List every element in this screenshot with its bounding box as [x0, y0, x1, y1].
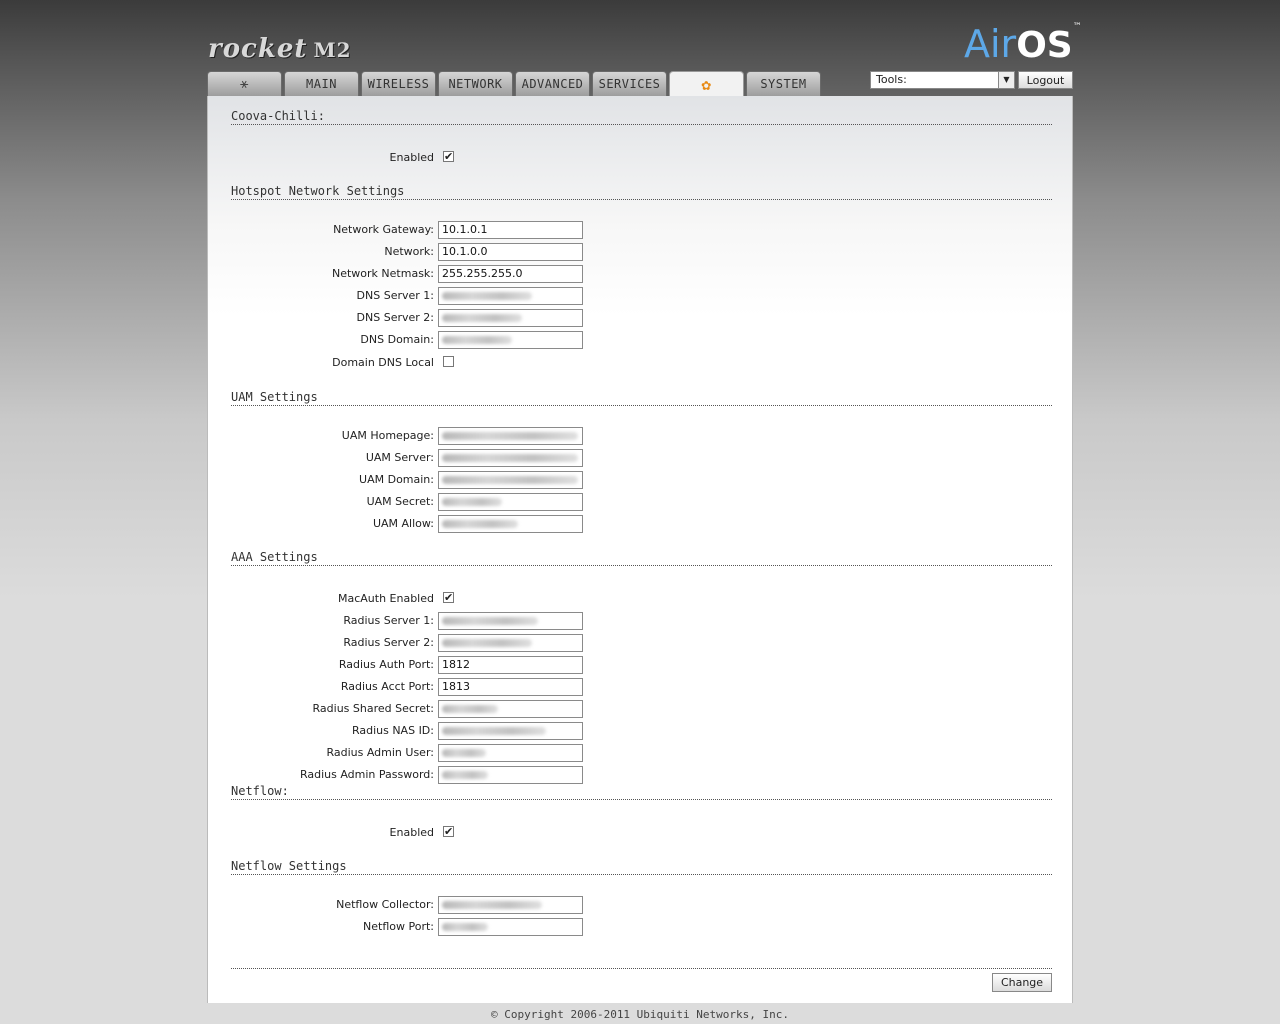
- uam-secret-input[interactable]: [438, 493, 583, 511]
- radius-admin-user-row: Radius Admin User:: [208, 744, 1074, 762]
- copyright-footer: © Copyright 2006-2011 Ubiquiti Networks, Inc.: [490, 1008, 789, 1021]
- tab-system[interactable]: SYSTEM: [746, 71, 821, 96]
- chevron-down-icon[interactable]: ▼: [998, 72, 1014, 88]
- main-tabs: [207, 71, 823, 96]
- uam-homepage-input[interactable]: [438, 427, 583, 445]
- radius-admin-password-row: Radius Admin Password:: [208, 766, 1074, 784]
- dns2-row: DNS Server 2:: [208, 309, 1074, 327]
- section-netflow: Netflow:: [231, 784, 1052, 800]
- radius-auth-port-row: Radius Auth Port: 1812: [208, 656, 1074, 674]
- uam-homepage-row: UAM Homepage:: [208, 427, 1074, 445]
- domain-dns-local-row: Domain DNS Local: [208, 354, 1074, 372]
- ubiquiti-logo-icon: ⚹: [240, 76, 249, 92]
- dns-domain-input[interactable]: [438, 331, 583, 349]
- network-gateway-input[interactable]: 10.1.0.1: [438, 221, 583, 239]
- tools-select[interactable]: Tools: ▼: [870, 71, 1015, 89]
- dns1-row: DNS Server 1:: [208, 287, 1074, 305]
- tab-wireless[interactable]: WIRELESS: [361, 71, 436, 96]
- coova-enabled-checkbox[interactable]: ✔: [444, 150, 454, 163]
- hotspot-flower-icon: ✿: [701, 75, 712, 94]
- radius-admin-password-input[interactable]: [438, 766, 583, 784]
- macauth-enabled-checkbox[interactable]: ✔: [444, 591, 454, 604]
- netflow-collector-row: Netflow Collector:: [208, 896, 1074, 914]
- logout-button[interactable]: Logout: [1018, 71, 1073, 89]
- uam-domain-input[interactable]: [438, 471, 583, 489]
- network-input[interactable]: 10.1.0.0: [438, 243, 583, 261]
- uam-secret-row: UAM Secret:: [208, 493, 1074, 511]
- network-row: Network: 10.1.0.0: [208, 243, 1074, 261]
- uam-server-input[interactable]: [438, 449, 583, 467]
- netmask-row: Network Netmask: 255.255.255.0: [208, 265, 1074, 283]
- change-button[interactable]: Change: [992, 973, 1052, 992]
- tab-main[interactable]: MAIN: [284, 71, 359, 96]
- netflow-enabled-row: Enabled ✔: [389, 825, 454, 839]
- uam-allow-row: UAM Allow:: [208, 515, 1074, 533]
- radius-acct-port-input[interactable]: 1813: [438, 678, 583, 696]
- netflow-port-row: Netflow Port:: [208, 918, 1074, 936]
- airos-logo: AirOS™: [964, 22, 1082, 66]
- coova-enabled-row: Enabled ✔: [389, 150, 454, 164]
- radius-auth-port-input[interactable]: 1812: [438, 656, 583, 674]
- dns-domain-row: DNS Domain:: [208, 331, 1074, 349]
- netflow-enabled-checkbox[interactable]: ✔: [444, 825, 454, 838]
- form-divider: [231, 968, 1052, 969]
- dns-server-1-input[interactable]: [438, 287, 583, 305]
- radius-nas-id-input[interactable]: [438, 722, 583, 740]
- section-uam: UAM Settings: [231, 390, 1052, 406]
- uam-domain-row: UAM Domain:: [208, 471, 1074, 489]
- netflow-collector-input[interactable]: [438, 896, 583, 914]
- radius-secret-row: Radius Shared Secret:: [208, 700, 1074, 718]
- section-coova-chilli: Coova-Chilli:: [231, 109, 1052, 125]
- radius2-row: Radius Server 2:: [208, 634, 1074, 652]
- dns-server-2-input[interactable]: [438, 309, 583, 327]
- radius1-row: Radius Server 1:: [208, 612, 1074, 630]
- settings-panel: [207, 96, 1073, 1003]
- tools-bar: [870, 71, 1073, 89]
- netflow-port-input[interactable]: [438, 918, 583, 936]
- tab-services[interactable]: SERVICES: [592, 71, 667, 96]
- tab-hotspot[interactable]: [669, 71, 744, 97]
- radius-nas-id-row: Radius NAS ID:: [208, 722, 1074, 740]
- gateway-row: Network Gateway: 10.1.0.1: [208, 221, 1074, 239]
- radius-server-2-input[interactable]: [438, 634, 583, 652]
- radius-acct-port-row: Radius Acct Port: 1813: [208, 678, 1074, 696]
- product-logo: rocket M2: [208, 34, 352, 64]
- radius-shared-secret-input[interactable]: [438, 700, 583, 718]
- tab-ubiquiti-logo[interactable]: [207, 71, 282, 96]
- radius-admin-user-input[interactable]: [438, 744, 583, 762]
- section-netflow-settings: Netflow Settings: [231, 859, 1052, 875]
- tab-network[interactable]: NETWORK: [438, 71, 513, 96]
- network-netmask-input[interactable]: 255.255.255.0: [438, 265, 583, 283]
- uam-allow-input[interactable]: [438, 515, 583, 533]
- domain-dns-local-checkbox[interactable]: [443, 356, 454, 367]
- section-hotspot-network: Hotspot Network Settings: [231, 184, 1052, 200]
- uam-server-row: UAM Server:: [208, 449, 1074, 467]
- tab-advanced[interactable]: ADVANCED: [515, 71, 590, 96]
- macauth-row: MacAuth Enabled ✔: [337, 591, 454, 605]
- section-aaa: AAA Settings: [231, 550, 1052, 566]
- radius-server-1-input[interactable]: [438, 612, 583, 630]
